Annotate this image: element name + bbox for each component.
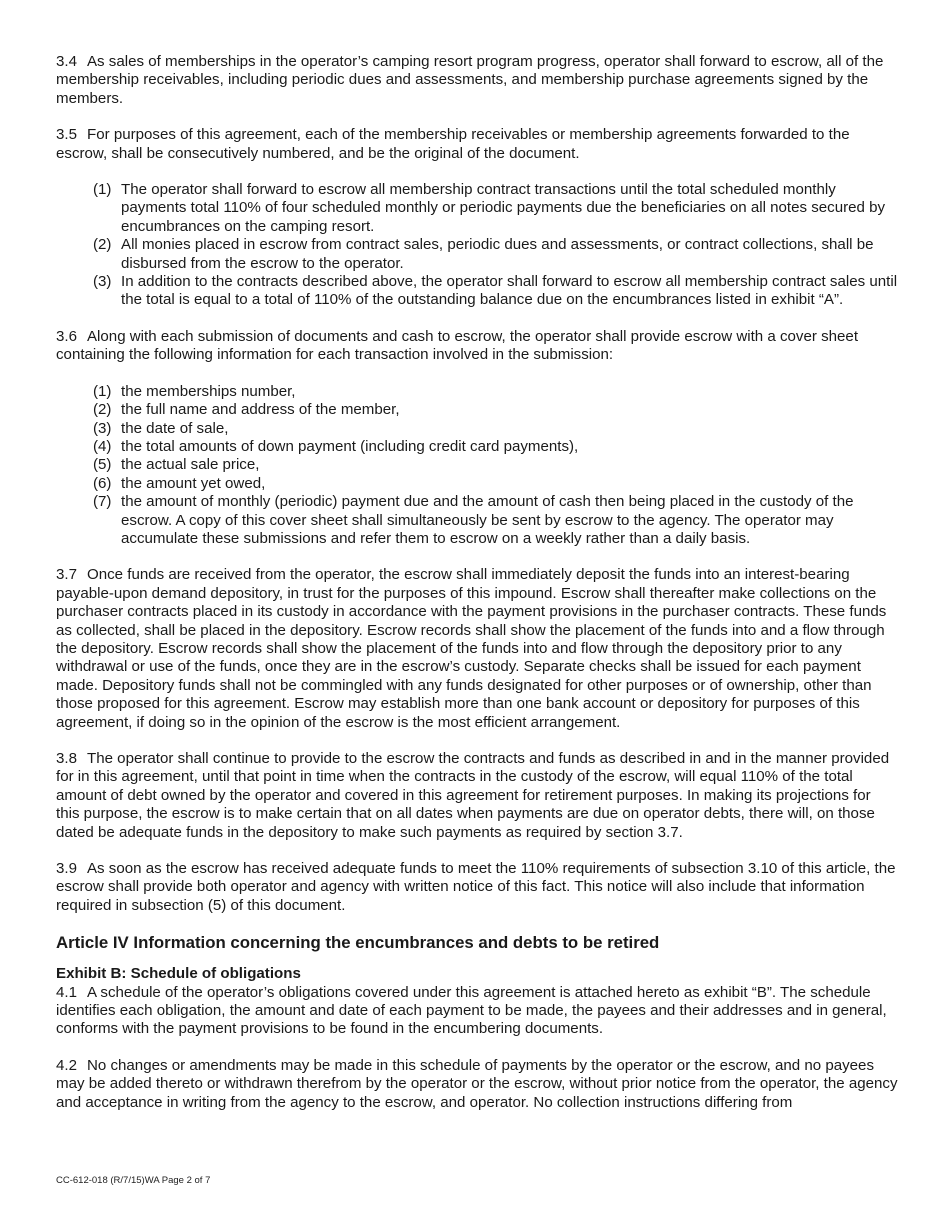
list-item: [93, 383, 898, 401]
list-item-text: the amount yet owed,: [121, 474, 266, 492]
list-marker: (3): [93, 419, 112, 437]
list-item: [93, 236, 898, 273]
document-body: [56, 53, 898, 1130]
list-marker: (1): [93, 382, 112, 400]
list-item: [93, 475, 898, 493]
list-item: [93, 181, 898, 236]
list-item-text: All monies placed in escrow from contract sales, periodic dues and assessments, or contract collections, shall be disbursed from the escrow to the operator.: [121, 236, 874, 272]
list-marker: (4): [93, 437, 112, 455]
list-marker: (5): [93, 456, 112, 474]
section-3-9: [56, 860, 898, 915]
section-text: No changes or amendments may be made in this schedule of payments by the operator or the escrow, and no payees may be added thereto or withdrawn therefrom by the operator or the escrow, without prior notice from the operator, the agency and acceptance in writing from the agency to the escrow, and operator. No collection instructions differing from: [56, 1056, 898, 1111]
section-text: The operator shall continue to provide to the escrow the contracts and funds as described in and in the manner provided for in this agreement, until that point in time when the contracts in the custody of the escrow, will equal 110% of the total amount of debt owned by the operator and covered in this agreement for retirement purposes. In making its projections for this purpose, the escrow is to make certain that on all dates when payments are due on operator debts, there will, on those dated be adequate funds in the depository to make such payments as required by section 3.7.: [56, 750, 890, 841]
section-text: A schedule of the operator’s obligations covered under this agreement is attached hereto as exhibit “B”. The schedule identifies each obligation, the amount and date of each payment to be made, the payees and their addresses and in general, conforms with the payment provisions to be found in the encumbering documents.: [56, 983, 887, 1038]
list-item: [93, 401, 898, 419]
section-4-2: [56, 1057, 898, 1112]
page-footer: CC-612-018 (R/7/15)WA Page 2 of 7: [56, 1175, 211, 1186]
list-item-text: the date of sale,: [121, 419, 229, 437]
section-number: 3.5: [56, 126, 77, 144]
list-marker: (1): [93, 181, 112, 199]
section-number: 4.1: [56, 983, 77, 1001]
list-marker: (3): [93, 273, 112, 291]
list-item: [93, 438, 898, 456]
list-item-text: the total amounts of down payment (including credit card payments),: [121, 437, 579, 455]
list-item: [93, 493, 898, 548]
section-text: Once funds are received from the operator, the escrow shall immediately deposit the funds into an interest-bearing payable-upon demand depository, in trust for the purposes of this impound. Escrow shall thereafter make collections on the purchaser contracts placed in its custody in accordance with the payment provisions in the purchaser contracts. These funds as collected, shall be placed in the depository. Escrow records shall show the placement of the funds into and a flow through the depository. Escrow records shall show the placement of the funds into and flow through the depository prior to any withdrawal or use of the funds, once they are in the escrow’s custody. Separate checks shall be issued for each payment made. Depository funds shall not be commingled with any funds designated for other purposes or of ownership, other than those proposed for this agreement. Escrow may establish more than one bank account or depository for purposes of this agreement, if doing so in the opinion of the escrow is the most efficient arrangement.: [56, 566, 887, 731]
list-item-text: the actual sale price,: [121, 456, 260, 474]
section-number: 3.4: [56, 53, 77, 70]
section-number: 3.9: [56, 860, 77, 878]
section-3-8: [56, 750, 898, 842]
section-number: 4.2: [56, 1056, 77, 1074]
section-text: For purposes of this agreement, each of the membership receivables or membership agreements forwarded to the escrow, shall be consecutively numbered, and be the original of the document.: [56, 126, 850, 162]
section-text: As sales of memberships in the operator’s camping resort program progress, operator shall forward to escrow, all of the membership receivables, including periodic dues and assessments, and membership purchase agreements signed by the members.: [56, 53, 884, 107]
list-item: [93, 456, 898, 474]
section-3-6-list: [93, 383, 898, 549]
section-text: As soon as the escrow has received adequate funds to meet the 110% requirements of subsection 3.10 of this article, the escrow shall provide both operator and agency with written notice of this fact. This notice will also include that information required in subsection (5) of this document.: [56, 860, 896, 914]
section-number: 3.8: [56, 750, 77, 767]
list-marker: (2): [93, 401, 112, 419]
section-3-7: [56, 566, 898, 732]
exhibit-b-heading: Exhibit B: Schedule of obligations: [56, 965, 301, 983]
section-3-4: [56, 53, 898, 108]
section-3-5-list: [93, 181, 898, 310]
section-number: 3.7: [56, 566, 77, 584]
section-3-6: [56, 328, 898, 365]
list-marker: (7): [93, 493, 112, 511]
list-item-text: the memberships number,: [121, 382, 296, 400]
article-iv-heading: Article IV Information concerning the encumbrances and debts to be retired: [56, 933, 660, 953]
list-marker: (6): [93, 474, 112, 492]
list-item-text: The operator shall forward to escrow all membership contract transactions until the total scheduled monthly payments total 110% of four scheduled monthly or periodic payments due the beneficiaries on all notes secured by encumbrances on the camping resort.: [121, 181, 886, 235]
list-item-text: the full name and address of the member,: [121, 401, 400, 419]
section-text: Along with each submission of documents and cash to escrow, the operator shall provide escrow with a cover sheet containing the following information for each transaction involved in the submission:: [56, 327, 859, 364]
section-4-1: [56, 984, 898, 1039]
list-marker: (2): [93, 236, 112, 254]
list-item: [93, 420, 898, 438]
list-item-text: In addition to the contracts described above, the operator shall forward to escrow all membership contract sales until the total is equal to a total of 110% of the outstanding balance due on the encumbrances listed in exhibit “A”.: [121, 273, 898, 309]
section-3-5: [56, 126, 898, 163]
list-item-text: the amount of monthly (periodic) payment due and the amount of cash then being placed in the custody of the escrow. A copy of this cover sheet shall simultaneously be sent by escrow to the agency. The operator may accumulate these submissions and refer them to escrow on a weekly rather than a daily basis.: [121, 493, 854, 547]
section-number: 3.6: [56, 327, 77, 345]
list-item: [93, 273, 898, 310]
